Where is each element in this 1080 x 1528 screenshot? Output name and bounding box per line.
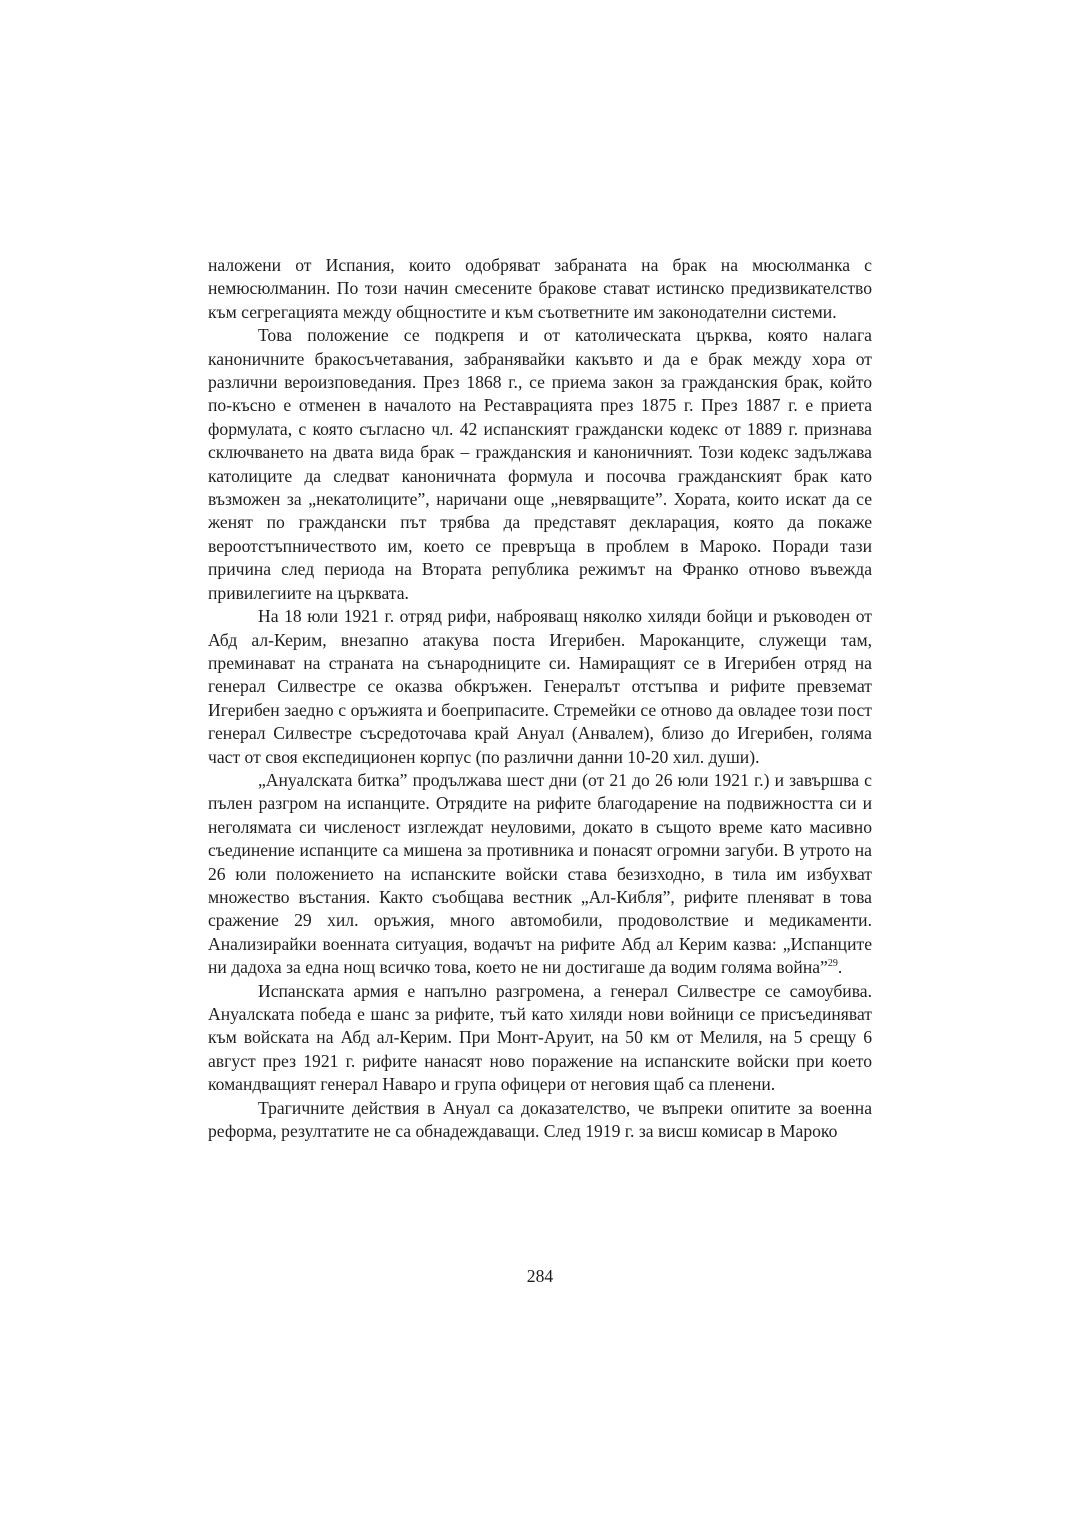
paragraph-6: Трагичните действия в Ануал са доказателство, че въпреки опитите за военна реформа, резултатите не са обнадеждаващи. След 1919 г. за висш комисар в Мароко bbox=[208, 1097, 872, 1142]
paragraph-3: На 18 юли 1921 г. отряд рифи, наброяващ няколко хиляди бойци и ръководен от Абд ал-Керим, внезапно атакува поста Игерибен. Мароканците, служещи там, преминават на страната на сънародниците си. Намиращият се в Игерибен отряд на генерал Силвестре се оказва обкръжен. Генералът отстъпва и рифите превземат Игерибен заедно с оръжията и боеприпасите. Стремейки се отново да овладее този пост генерал Силвестре съсредоточава край Ануал (Анвалем), близо до Игерибен, голяма част от своя експедиционен корпус (по различни данни 10-20 хил. души). bbox=[208, 606, 872, 767]
paragraph-4 bbox=[208, 769, 872, 980]
page-number: 284 bbox=[526, 1266, 554, 1286]
paragraph-4-end: . bbox=[837, 957, 843, 978]
body-text bbox=[208, 254, 872, 1143]
paragraph-1: наложени от Испания, които одобряват забраната на брак на мюсюлманка с немюсюлманин. По този начин смесените бракове стават истинско предизвикателство към сегрегацията между общностите и към съответните им законодателни системи. bbox=[208, 255, 872, 322]
paragraph-2: Това положение се подкрепя и от католическата църква, която налага каноничните бракосъчетавания, забранявайки какъвто и да е брак между хора от различни вероизповедания. През 1868 г., се приема закон за гражданския брак, който по-късно е отменен в началото на Реставрацията през 1875 г. През 1887 г. е приета формулата, с която съгласно чл. 42 испанският граждански кодекс от 1889 г. признава сключването на двата вида брак – гражданския и каноничният. Този кодекс задължава католиците да следват каноничната формула и посочва гражданският брак като възможен за „некатолиците”, наричани още „невярващите”. Хората, които искат да се женят по граждански път трябва да представят декларация, която да покаже вероотстъпничеството им, което се превръща в проблем в Мароко. Поради тази причина след периода на Втората република режимът на Франко отново въвежда привилегиите на църквата. bbox=[208, 325, 872, 603]
footnote-marker: 29 bbox=[827, 958, 838, 970]
paragraph-4-text: „Ануалската битка” продължава шест дни (от 21 до 26 юли 1921 г.) и завършва с пълен разгром на испанците. Отрядите на рифите благодарение на подвижността си и неголямата си численост изглеждат неуловими, докато в същото време като масивно съединение испанците са мишена за противника и понасят огромни загуби. В утрото на 26 юли положението на испанските войски става безизходно, в тила им избухват множество въстания. Както съобщава вестник „Ал-Кибля”, рифите пленяват в това сражение 29 хил. оръжия, много автомобили, продоволствие и медикаменти. Анализирайки военната ситуация, водачът на рифите Абд ал Керим казва: „Испанците ни дадоха за една нощ всичко това, което не ни достигаше да водим голяма война” bbox=[208, 769, 872, 978]
paragraph-5: Испанската армия е напълно разгромена, а генерал Силвестре се самоубива. Ануалската победа е шанс за рифите, тъй като хиляди нови войници се присъединяват към войската на Абд ал-Керим. При Монт-Аруит, на 50 км от Мелиля, на 5 срещу 6 август през 1921 г. рифите нанасят ново поражение на испанските войски при което командващият генерал Наваро и група офицери от неговия щаб са пленени. bbox=[208, 980, 872, 1095]
